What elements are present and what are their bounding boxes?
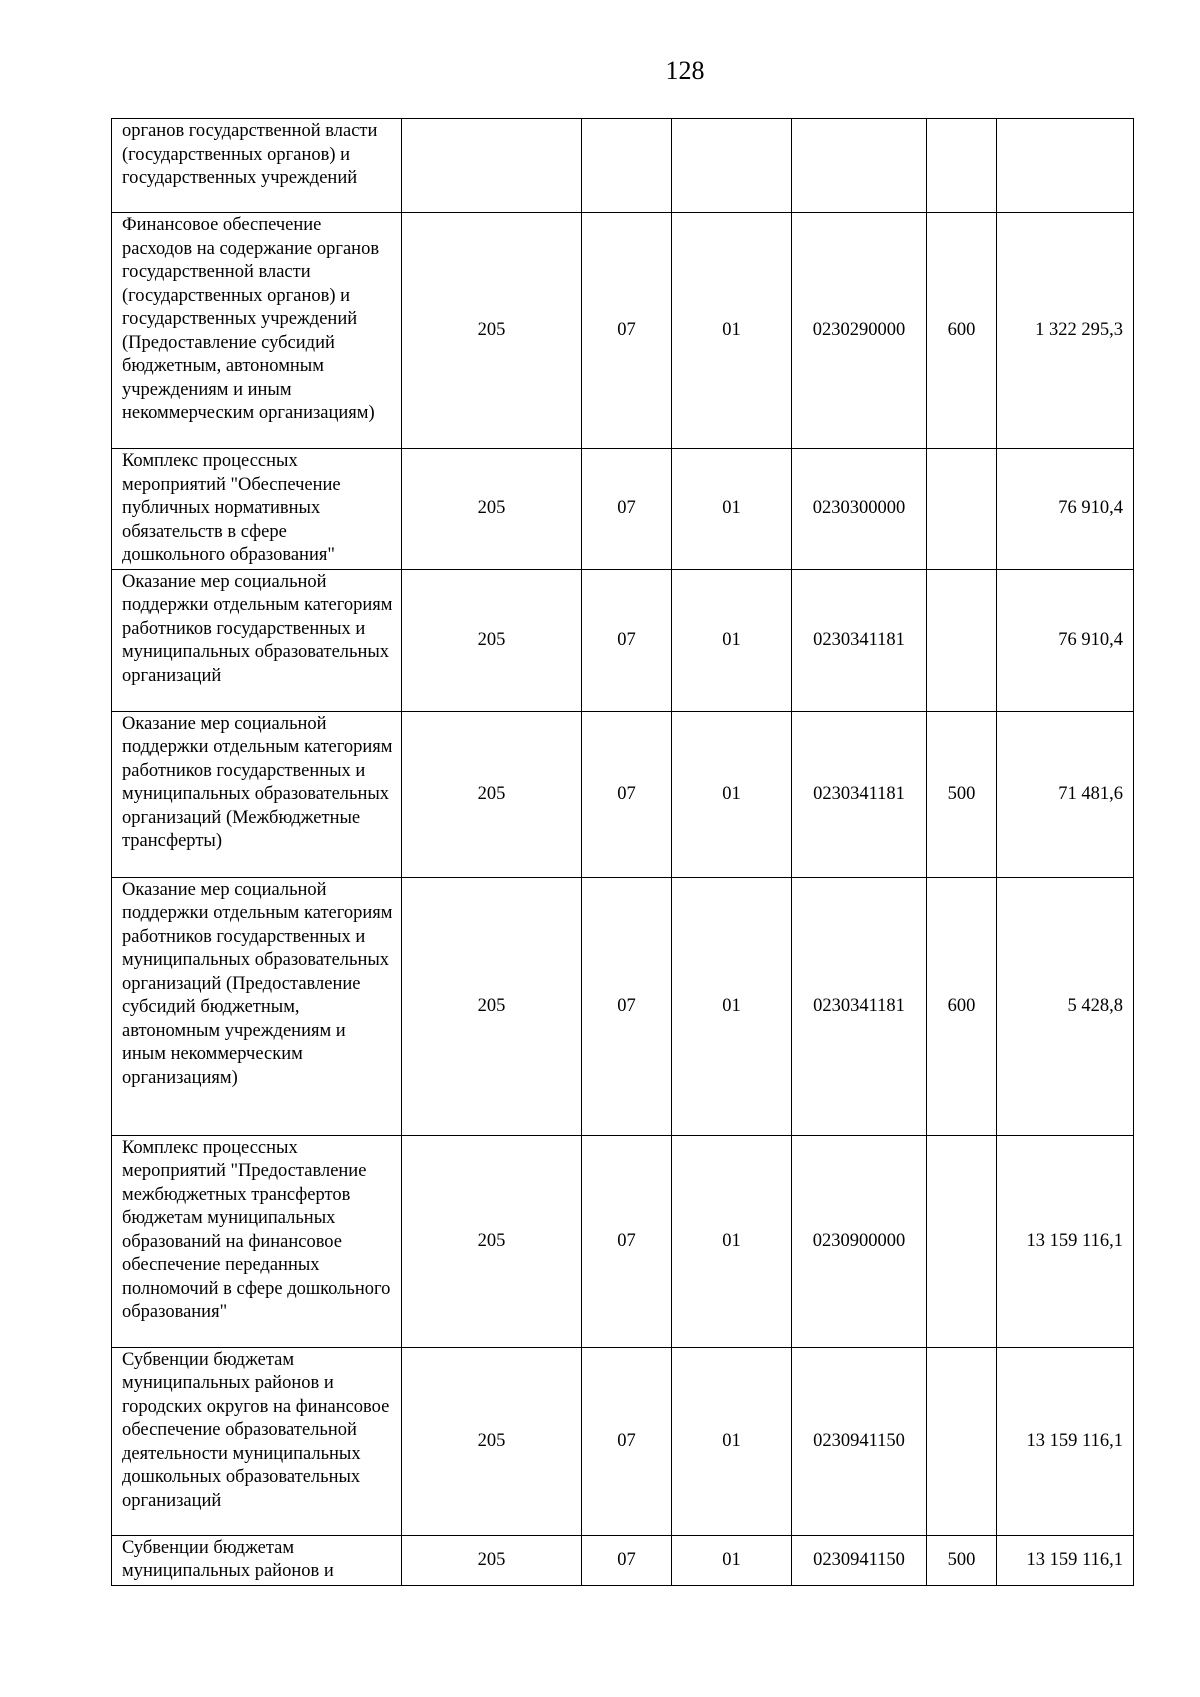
cell-subsection: 01	[672, 449, 792, 570]
cell-amount: 1 322 295,3	[997, 213, 1134, 449]
table-body	[112, 119, 1134, 1586]
cell-subsection: 01	[672, 1135, 792, 1347]
cell-amount: 5 428,8	[997, 877, 1134, 1135]
cell-ministry: 205	[402, 213, 582, 449]
cell-section: 07	[582, 711, 672, 877]
cell-subsection: 01	[672, 1347, 792, 1535]
cell-ministry: 205	[402, 449, 582, 570]
cell-name: Оказание мер социальной поддержки отдельным категориям работников государственных и муниципальных образовательных организаций	[112, 569, 402, 711]
cell-section: 07	[582, 213, 672, 449]
cell-expense-type: 600	[927, 877, 997, 1135]
cell-subsection: 01	[672, 1535, 792, 1585]
cell-expense-type	[927, 569, 997, 711]
cell-amount	[997, 119, 1134, 213]
table-row	[112, 119, 1134, 213]
cell-name: Субвенции бюджетам муниципальных районов и городских округов на финансовое обеспечение образовательной деятельности муниципальных дошкольных образовательных организаций	[112, 1347, 402, 1535]
cell-name: Субвенции бюджетам муниципальных районов и	[112, 1535, 402, 1585]
cell-section: 07	[582, 449, 672, 570]
cell-target: 0230300000	[792, 449, 927, 570]
cell-name: Комплекс процессных мероприятий "Обеспечение публичных нормативных обязательств в сфере дошкольного образования"	[112, 449, 402, 570]
table-row	[112, 569, 1134, 711]
budget-table	[111, 118, 1134, 1586]
cell-section	[582, 119, 672, 213]
cell-target: 0230941150	[792, 1347, 927, 1535]
cell-expense-type: 500	[927, 711, 997, 877]
table-row	[112, 1347, 1134, 1535]
cell-expense-type	[927, 1347, 997, 1535]
cell-target	[792, 119, 927, 213]
cell-amount: 76 910,4	[997, 569, 1134, 711]
cell-ministry: 205	[402, 1535, 582, 1585]
cell-amount: 13 159 116,1	[997, 1135, 1134, 1347]
cell-amount: 13 159 116,1	[997, 1535, 1134, 1585]
cell-target: 0230341181	[792, 877, 927, 1135]
cell-ministry: 205	[402, 711, 582, 877]
table-row	[112, 213, 1134, 449]
page-number: 128	[665, 56, 705, 85]
cell-subsection: 01	[672, 711, 792, 877]
cell-subsection: 01	[672, 213, 792, 449]
cell-subsection	[672, 119, 792, 213]
cell-subsection: 01	[672, 569, 792, 711]
cell-ministry: 205	[402, 877, 582, 1135]
cell-expense-type: 500	[927, 1535, 997, 1585]
table-row	[112, 1135, 1134, 1347]
table-row	[112, 1535, 1134, 1585]
cell-target: 0230341181	[792, 711, 927, 877]
cell-amount: 71 481,6	[997, 711, 1134, 877]
cell-ministry	[402, 119, 582, 213]
cell-section: 07	[582, 1535, 672, 1585]
cell-section: 07	[582, 1347, 672, 1535]
cell-ministry: 205	[402, 1347, 582, 1535]
cell-target: 0230941150	[792, 1535, 927, 1585]
cell-name: Оказание мер социальной поддержки отдельным категориям работников государственных и муниципальных образовательных организаций (Межбюджетные трансферты)	[112, 711, 402, 877]
cell-section: 07	[582, 569, 672, 711]
cell-expense-type	[927, 119, 997, 213]
cell-amount: 76 910,4	[997, 449, 1134, 570]
table-row	[112, 449, 1134, 570]
cell-name: Комплекс процессных мероприятий "Предоставление межбюджетных трансфертов бюджетам муниципальных образований на финансовое обеспечение переданных полномочий в сфере дошкольного образования"	[112, 1135, 402, 1347]
table-row	[112, 711, 1134, 877]
cell-expense-type: 600	[927, 213, 997, 449]
cell-name: Оказание мер социальной поддержки отдельным категориям работников государственных и муниципальных образовательных организаций (Предоставление субсидий бюджетным, автономным учреждениям и иным некоммерческим организациям)	[112, 877, 402, 1135]
table-row	[112, 877, 1134, 1135]
cell-target: 0230290000	[792, 213, 927, 449]
cell-name: Финансовое обеспечение расходов на содержание органов государственной власти (государственных органов) и государственных учреждений (Предоставление субсидий бюджетным, автономным учреждениям и иным некоммерческим организациям)	[112, 213, 402, 449]
cell-subsection: 01	[672, 877, 792, 1135]
cell-ministry: 205	[402, 569, 582, 711]
cell-section: 07	[582, 1135, 672, 1347]
cell-target: 0230900000	[792, 1135, 927, 1347]
cell-expense-type	[927, 1135, 997, 1347]
cell-ministry: 205	[402, 1135, 582, 1347]
cell-expense-type	[927, 449, 997, 570]
cell-name: органов государственной власти (государственных органов) и государственных учреждений	[112, 119, 402, 213]
cell-amount: 13 159 116,1	[997, 1347, 1134, 1535]
cell-section: 07	[582, 877, 672, 1135]
cell-target: 0230341181	[792, 569, 927, 711]
